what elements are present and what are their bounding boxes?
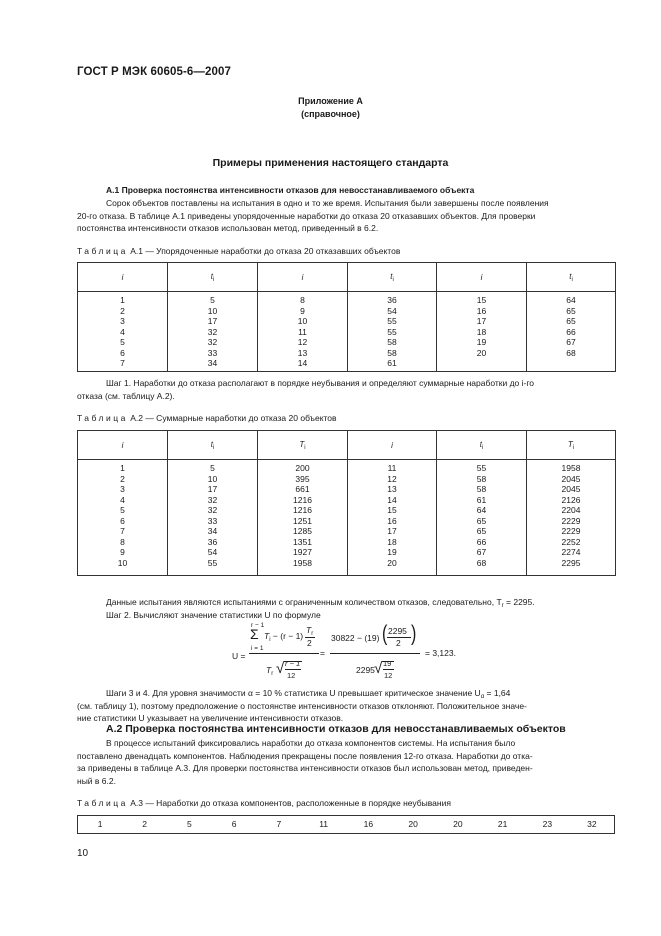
- sum-symbol: Σ: [250, 626, 259, 642]
- table2-col-i2: 11 12 13 14 15 16 17 18 19 20: [348, 460, 437, 576]
- table3-caption-text: А.3 — Наработки до отказа компонентов, расположенные в порядке неубывания: [130, 798, 451, 808]
- table2-caption-label: Таблица: [77, 413, 128, 423]
- table3-cell: 2: [122, 816, 167, 834]
- table3-cell: 16: [346, 816, 391, 834]
- a2-para-line-3: за приведены в таблице А.3. Для проверки постоянства интенсивности отказов был использован метод, приведен-: [77, 763, 533, 773]
- a1-para-line-3: постоянства интенсивности отказов использован метод, приведенный в 6.2.: [77, 223, 379, 233]
- a2-para-line-2: поставлено двенадцать компонентов. Наблюдения прекращены после появления 12-го отказа. Наработки до отка-: [77, 750, 533, 761]
- table3-caption-label: Таблица: [77, 798, 128, 808]
- table2-header-cell: $t_i$: [168, 431, 258, 460]
- a2-heading: А.2 Проверка постоянства интенсивности отказов для невосстанавливаемых объектов: [106, 723, 566, 735]
- table2-caption-text: А.2 — Суммарные наработки до отказа 20 объектов: [130, 413, 337, 423]
- table2-header-cell: $T_i$: [527, 431, 616, 460]
- formula-equals: =: [320, 648, 325, 658]
- step2-line: Шаг 2. Вычисляют значение статистики U по формуле: [106, 609, 321, 620]
- paren-right: ): [411, 622, 417, 647]
- table-a1: [77, 262, 616, 372]
- numeric-numerator: 30822 − (19): [331, 633, 380, 643]
- table-a3: [77, 815, 615, 834]
- a2-para-line-4: ный в 6.2.: [77, 775, 116, 786]
- table3-cell: 5: [167, 816, 212, 834]
- table2-header-cell: $t_i$: [437, 431, 527, 460]
- table1-header-row: [78, 263, 616, 292]
- table1-col-t1: 5 10 17 32 32 33 34: [168, 292, 258, 372]
- appendix-subtitle: (справочное): [301, 109, 360, 119]
- appendix-title: Приложение А: [298, 96, 363, 106]
- formula-result: = 3,123.: [425, 648, 456, 658]
- frac-bottom: 2: [396, 638, 401, 648]
- step1-line-1: Шаг 1. Наработки до отказа располагают в порядке неубывания и определяют суммарные наработки до i-го: [106, 378, 534, 388]
- page-number: 10: [77, 848, 89, 859]
- table3-cell: 11: [301, 816, 346, 834]
- table-a2: [77, 430, 616, 576]
- table2-header-row: [78, 431, 616, 460]
- numerator-two: 2: [307, 638, 312, 648]
- a2-para-line-1: В процессе испытаний фиксировались наработки до отказа компонентов системы. На испытания было: [106, 738, 516, 748]
- table1-caption-label: Таблица: [77, 246, 128, 256]
- data-line: Данные испытания являются испытаниями с ограниченным количеством отказов, следовательно, $T_r = 2295$.: [106, 597, 535, 609]
- table1-header-cell: i: [258, 263, 348, 292]
- denominator-tr: $T_r$: [266, 665, 274, 677]
- table1-header-cell: i: [78, 263, 168, 292]
- table1-body-row: [78, 292, 616, 372]
- formula-lhs: U =: [232, 651, 246, 661]
- table3-cell: 6: [212, 816, 257, 834]
- steps34-line-3: ние статистики U указывает на увеличение интенсивности отказов.: [77, 713, 344, 723]
- table2-col-T2: 1958 2045 2045 2126 2204 2229 2229 2252 2274 2295: [527, 460, 616, 576]
- table1-col-t2: 36 54 55 55 58 58 61: [348, 292, 437, 372]
- table1-caption: [77, 246, 400, 256]
- numerator-tr: $T_r$: [306, 625, 314, 637]
- table1-header-cell: i: [437, 263, 527, 292]
- table2-col-i1: 1 2 3 4 5 6 7 8 9 10: [78, 460, 168, 576]
- table2-header-cell: i: [348, 431, 437, 460]
- sum-upper-limit: r − 1: [251, 622, 265, 629]
- table1-col-i1: 1 2 3 4 5 6 7: [78, 292, 168, 372]
- table1-header-cell: $t_i$: [348, 263, 437, 292]
- table2-caption: [77, 413, 337, 423]
- table2-body-row: [78, 460, 616, 576]
- a1-para-line-1: Сорок объектов поставлены на испытания в одно и то же время. Испытания были завершены после появления: [106, 198, 549, 208]
- table3-cell: 32: [570, 816, 615, 834]
- section-title: Примеры применения настоящего стандарта: [212, 157, 449, 169]
- table3-caption: [77, 798, 451, 808]
- steps34-line-1: Шаги 3 и 4. Для уровня значимости α = 10 % статистика U превышает критическое значение $U_\alpha = 1,64$: [106, 688, 511, 700]
- table3-cell: 20: [436, 816, 481, 834]
- table3-cell: 1: [78, 816, 123, 834]
- table3-cell: 23: [525, 816, 570, 834]
- paren-left: (: [382, 622, 388, 647]
- document-header: ГОСТ Р МЭК 60605-6—2007: [77, 66, 231, 78]
- frac-top: 2295: [388, 626, 407, 636]
- sqrt-symbol-2: √: [374, 660, 383, 677]
- table1-caption-text: А.1 — Упорядоченные наработки до отказа 20 отказавших объектов: [130, 246, 401, 256]
- table3-cell: 21: [480, 816, 525, 834]
- table3-cell: 20: [391, 816, 436, 834]
- table1-col-t3: 64 65 65 66 67 68: [527, 292, 616, 372]
- sqrt2-denominator: 12: [384, 671, 393, 680]
- table1-col-i3: 15 16 17 18 19 20: [437, 292, 527, 372]
- table2-col-t2: 55 58 58 61 64 65 65 66 67 68: [437, 460, 527, 576]
- statistic-formula: [0, 620, 661, 690]
- sqrt2-numerator: 19: [383, 659, 392, 668]
- table2-header-cell: i: [78, 431, 168, 460]
- table1-col-i2: 8 9 10 11 12 13 14: [258, 292, 348, 372]
- table1-header-cell: $t_i$: [527, 263, 616, 292]
- table1-header-cell: $t_i$: [168, 263, 258, 292]
- steps34-line-2: (см. таблицу 1), поэтому предположение о постоянстве интенсивности отказов отклоняют. Положительное значе-: [77, 700, 527, 711]
- sqrt-numerator: r − 1: [285, 659, 301, 668]
- table2-header-cell: $T_i$: [258, 431, 348, 460]
- step1-line-2: отказа (см. таблицу А.2).: [77, 390, 175, 401]
- sum-lower-limit: i = 1: [251, 645, 264, 652]
- sqrt-denominator: 12: [287, 671, 296, 680]
- numerator-term: $T_i - (r - 1)$: [264, 631, 304, 643]
- table2-col-T1: 200 395 661 1216 1216 1251 1285 1351 1927 1958: [258, 460, 348, 576]
- sqrt-symbol: √: [276, 660, 285, 677]
- table3-row: [78, 816, 615, 834]
- table3-cell: 7: [257, 816, 302, 834]
- numeric-denominator: 2295: [356, 665, 375, 675]
- a1-heading: А.1 Проверка постоянства интенсивности отказов для невосстанавливаемого объекта: [106, 185, 475, 195]
- table2-col-t1: 5 10 17 32 32 33 34 36 54 55: [168, 460, 258, 576]
- a1-para-line-2: 20-го отказа. В таблице А.1 приведены упорядоченные наработки до отказа 20 отказавших объектов. Для проверки: [77, 210, 536, 221]
